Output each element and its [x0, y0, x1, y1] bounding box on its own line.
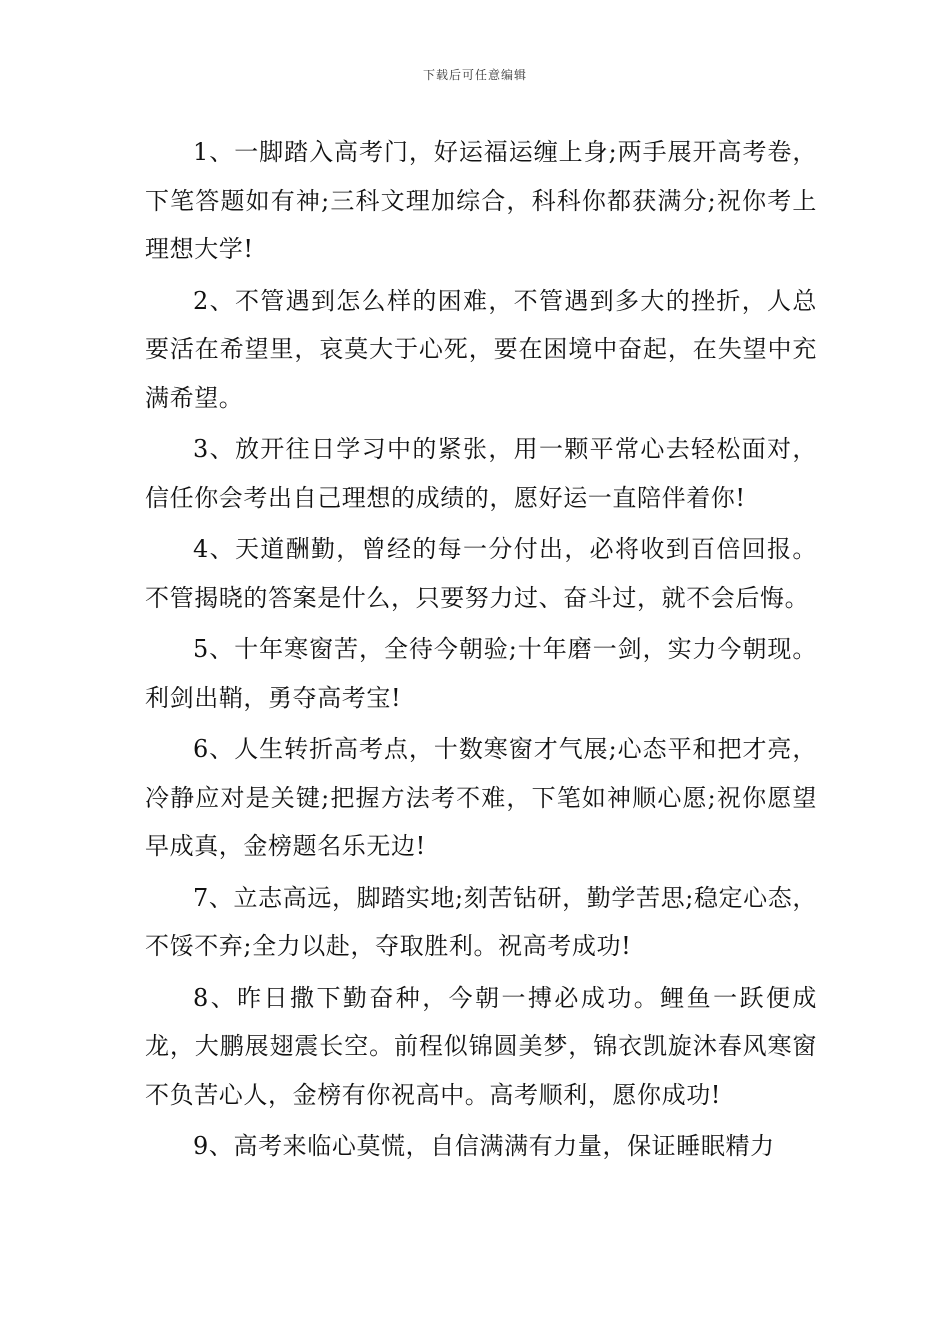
paragraph-8: 8、昨日撒下勤奋种，今朝一搏必成功。鲤鱼一跃便成龙，大鹏展翅震长空。前程似锦圆美梦，锦衣凯旋沐春风寒窗不负苦心人，金榜有你祝高中。高考顺利，愿你成功! [145, 983, 817, 1109]
paragraph-9: 9、高考来临心莫慌，自信满满有力量，保证睡眠精力 [193, 1132, 775, 1160]
page-header: 下载后可任意编辑 [422, 68, 527, 82]
paragraph-6: 6、人生转折高考点，十数寒窗才气展;心态平和把才亮，冷静应对是关键;把握方法考不难，下笔如神顺心愿;祝你愿望早成真，金榜题名乐无边! [145, 735, 817, 860]
paragraph-2: 2、不管遇到怎么样的困难，不管遇到多大的挫折，人总要活在希望里，哀莫大于心死，要在困境中奋起，在失望中充满希望。 [145, 286, 817, 412]
paragraph-5: 5、十年寒窗苦，全待今朝验;十年磨一剑，实力今朝现。利剑出鞘，勇夺高考宝! [145, 635, 817, 712]
paragraph-3: 3、放开往日学习中的紧张，用一颗平常心去轻松面对，信任你会考出自己理想的成绩的，愿好运一直陪伴着你! [145, 435, 817, 512]
document-body [145, 128, 817, 1171]
paragraph-4: 4、天道酬勤，曾经的每一分付出，必将收到百倍回报。不管揭晓的答案是什么，只要努力过、奋斗过，就不会后悔。 [145, 535, 817, 612]
paragraph-1: 1、一脚踏入高考门，好运福运缠上身;两手展开高考卷，下笔答题如有神;三科文理加综合，科科你都获满分;祝你考上理想大学! [145, 138, 817, 263]
paragraph-7: 7、立志高远，脚踏实地;刻苦钻研，勤学苦思;稳定心态，不馁不弃;全力以赴，夺取胜利。祝高考成功! [145, 883, 817, 960]
